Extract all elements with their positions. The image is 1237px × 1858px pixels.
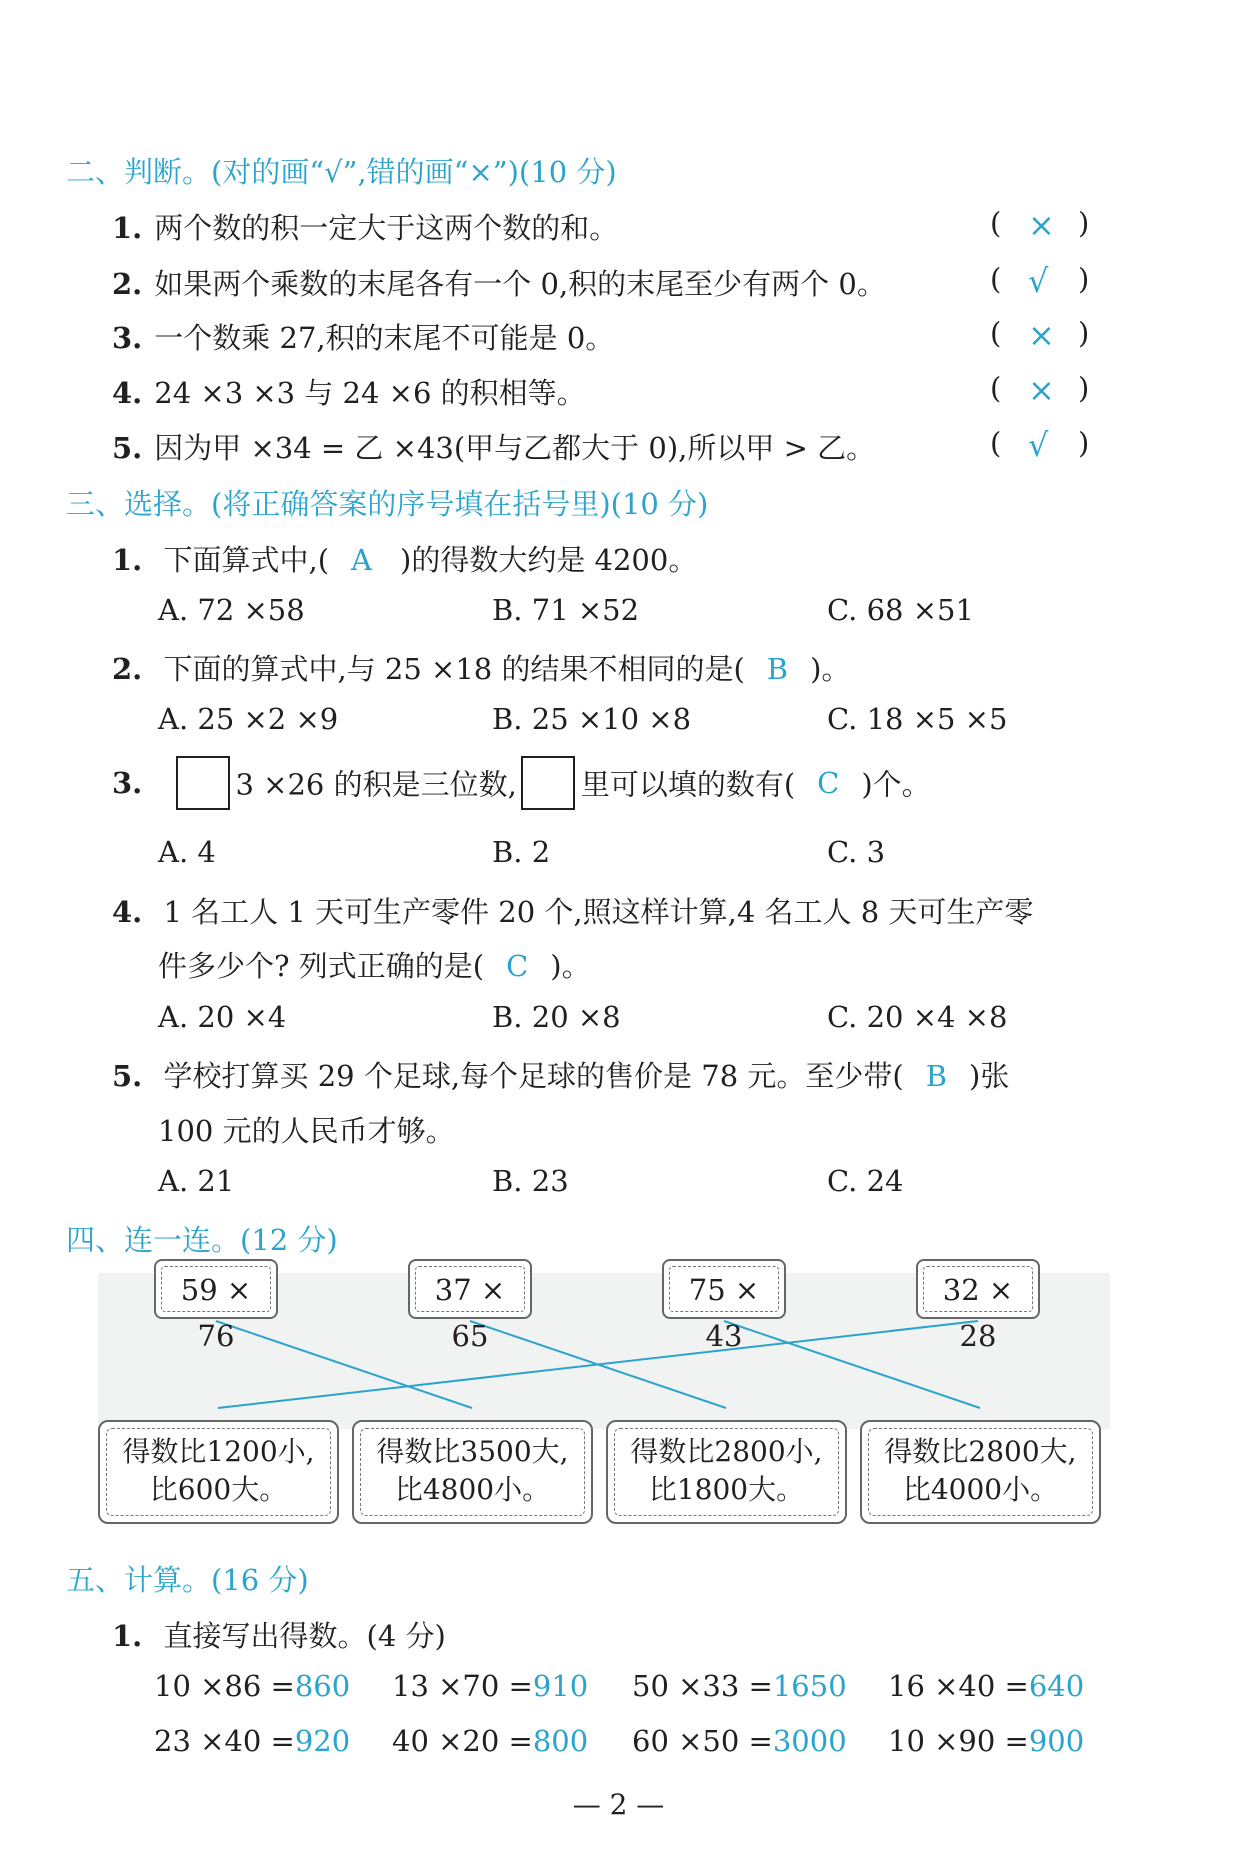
s3-q3-answer: C bbox=[817, 766, 840, 800]
range-line-2: 比4000小。 bbox=[902, 1473, 1059, 1506]
judgement-answer: × bbox=[1028, 316, 1055, 354]
s3-q5-pre: 学校打算买 29 个足球,每个足球的售价是 78 元。至少带( bbox=[163, 1059, 904, 1093]
s3-q2-opt-b: B. 25 ×10 ×8 bbox=[492, 702, 692, 736]
expression-text: 32 × 28 bbox=[923, 1266, 1033, 1312]
s3-q5-num: 5. bbox=[112, 1059, 143, 1093]
calc-answer: 860 bbox=[294, 1669, 351, 1703]
open-paren: ( bbox=[990, 316, 1002, 350]
judgement-answer: √ bbox=[1028, 426, 1049, 464]
judgement-num: 2. bbox=[112, 267, 143, 301]
s3-q5-opt-b: B. 23 bbox=[492, 1164, 569, 1198]
range-line-1: 得数比1200小, bbox=[122, 1435, 315, 1468]
s3-q5-opt-c: C. 24 bbox=[827, 1164, 904, 1198]
judgement-num: 4. bbox=[112, 376, 143, 410]
s3-q1-num: 1. bbox=[112, 543, 143, 577]
expression-text: 59 × 76 bbox=[161, 1266, 271, 1312]
close-paren: ) bbox=[1078, 371, 1090, 405]
s5-sub1-num: 1. bbox=[112, 1619, 143, 1653]
calc-expr: 10 ×86 = bbox=[154, 1669, 295, 1703]
calc-answer: 900 bbox=[1028, 1724, 1085, 1758]
range-line-1: 得数比3500大, bbox=[376, 1435, 569, 1468]
section4-title: 四、连一连。(12 分) bbox=[66, 1223, 338, 1257]
s3-q5-answer: B bbox=[925, 1059, 948, 1093]
expression-box[interactable] bbox=[154, 1259, 278, 1353]
s3-q4-pre: 件多少个? 列式正确的是( bbox=[158, 949, 485, 983]
calc-item bbox=[632, 1724, 847, 1758]
open-paren: ( bbox=[990, 262, 1002, 296]
s3-q1-opt-c: C. 68 ×51 bbox=[827, 593, 974, 627]
calc-expr: 40 ×20 = bbox=[392, 1724, 533, 1758]
calc-item bbox=[154, 1724, 350, 1758]
range-line-1: 得数比2800大, bbox=[884, 1435, 1077, 1468]
judgement-text: 因为甲 ×34 = 乙 ×43(甲与乙都大于 0),所以甲 > 乙。 bbox=[154, 431, 876, 465]
judgement-num: 1. bbox=[112, 211, 143, 245]
s3-q5-opt-a: A. 21 bbox=[158, 1164, 235, 1198]
range-text bbox=[106, 1428, 331, 1516]
s3-q5-post: )张 bbox=[969, 1059, 1010, 1093]
judgement-answer: × bbox=[1028, 371, 1055, 409]
s3-q2-opt-a: A. 25 ×2 ×9 bbox=[158, 702, 339, 736]
range-box[interactable] bbox=[860, 1420, 1101, 1524]
calc-item bbox=[392, 1669, 588, 1703]
s5-sub1-text: 直接写出得数。(4 分) bbox=[163, 1619, 446, 1653]
s3-q3-pre: 里可以填的数有( bbox=[580, 767, 796, 802]
s3-q4-opt-b: B. 20 ×8 bbox=[492, 1000, 621, 1034]
expression-box[interactable] bbox=[408, 1259, 532, 1353]
close-paren: ) bbox=[1078, 262, 1090, 296]
range-line-2: 比600大。 bbox=[149, 1473, 288, 1506]
calc-expr: 50 ×33 = bbox=[632, 1669, 773, 1703]
s3-q2-post: )。 bbox=[810, 652, 851, 686]
range-text bbox=[360, 1428, 585, 1516]
s3-q3-opt-b: B. 2 bbox=[492, 835, 551, 869]
calc-expr: 13 ×70 = bbox=[392, 1669, 533, 1703]
close-paren: ) bbox=[1078, 426, 1090, 460]
s3-q4-opt-a: A. 20 ×4 bbox=[158, 1000, 287, 1034]
matching-line bbox=[724, 1321, 980, 1408]
s3-q4-post: )。 bbox=[550, 949, 591, 983]
range-box[interactable] bbox=[606, 1420, 847, 1524]
calc-item bbox=[392, 1724, 588, 1758]
calc-answer: 3000 bbox=[772, 1724, 847, 1758]
calc-item bbox=[888, 1669, 1084, 1703]
calc-answer: 910 bbox=[532, 1669, 589, 1703]
s3-q1-answer: A bbox=[351, 543, 372, 577]
calc-answer: 920 bbox=[294, 1724, 351, 1758]
judgement-num: 3. bbox=[112, 321, 143, 355]
expression-text: 37 × 65 bbox=[415, 1266, 525, 1312]
s3-q4-num: 4. bbox=[112, 895, 143, 929]
range-line-2: 比1800大。 bbox=[648, 1473, 805, 1506]
section3-title: 三、选择。(将正确答案的序号填在括号里)(10 分) bbox=[66, 487, 709, 521]
judgement-answer: × bbox=[1028, 206, 1055, 244]
range-line-1: 得数比2800小, bbox=[630, 1435, 823, 1468]
matching-line bbox=[216, 1321, 472, 1408]
calc-expr: 23 ×40 = bbox=[154, 1724, 295, 1758]
calc-answer: 640 bbox=[1028, 1669, 1085, 1703]
expression-box[interactable] bbox=[662, 1259, 786, 1353]
s3-q4-text: 1 名工人 1 天可生产零件 20 个,照这样计算,4 名工人 8 天可生产零 bbox=[163, 895, 1034, 929]
s3-q2-answer: B bbox=[766, 652, 789, 686]
section5-title: 五、计算。(16 分) bbox=[66, 1563, 309, 1597]
calc-expr: 16 ×40 = bbox=[888, 1669, 1029, 1703]
range-text bbox=[614, 1428, 839, 1516]
s5-sub1 bbox=[112, 1614, 446, 1655]
calc-expr: 60 ×50 = bbox=[632, 1724, 773, 1758]
s3-q1-opt-b: B. 71 ×52 bbox=[492, 593, 640, 627]
matching-line bbox=[218, 1321, 978, 1408]
s3-q3-opt-c: C. 3 bbox=[827, 835, 886, 869]
open-paren: ( bbox=[990, 371, 1002, 405]
expression-box[interactable] bbox=[916, 1259, 1040, 1353]
s3-q2-opt-c: C. 18 ×5 ×5 bbox=[827, 702, 1008, 736]
close-paren: ) bbox=[1078, 316, 1090, 350]
open-paren: ( bbox=[990, 206, 1002, 240]
section2-title: 二、判断。(对的画“√”,错的画“×”)(10 分) bbox=[66, 155, 617, 189]
s3-q1-opt-a: A. 72 ×58 bbox=[158, 593, 305, 627]
judgement-num: 5. bbox=[112, 431, 143, 465]
judgement-text: 如果两个乘数的末尾各有一个 0,积的末尾至少有两个 0。 bbox=[154, 267, 886, 301]
s3-q3-mid: 3 ×26 的积是三位数, bbox=[235, 767, 517, 802]
s3-q4-answer: C bbox=[506, 949, 529, 983]
s3-q2-pre: 下面的算式中,与 25 ×18 的结果不相同的是( bbox=[163, 652, 745, 686]
range-box[interactable] bbox=[352, 1420, 593, 1524]
calc-expr: 10 ×90 = bbox=[888, 1724, 1029, 1758]
range-box[interactable] bbox=[98, 1420, 339, 1524]
judgement-text: 一个数乘 27,积的末尾不可能是 0。 bbox=[154, 321, 615, 355]
s3-q3-post: )个。 bbox=[861, 767, 931, 802]
page-number: — 2 — bbox=[572, 1788, 665, 1821]
close-paren: ) bbox=[1078, 206, 1090, 240]
s3-q5-line2: 100 元的人民币才够。 bbox=[158, 1114, 455, 1148]
calc-item bbox=[888, 1724, 1084, 1758]
calc-item bbox=[632, 1669, 847, 1703]
s3-q1-post: )的得数大约是 4200。 bbox=[400, 543, 698, 577]
s3-q1-pre: 下面算式中,( bbox=[163, 543, 330, 577]
s3-q3-num: 3. bbox=[112, 766, 143, 800]
judgement-text: 24 ×3 ×3 与 24 ×6 的积相等。 bbox=[154, 376, 586, 410]
judgement-text: 两个数的积一定大于这两个数的和。 bbox=[154, 211, 619, 245]
open-paren: ( bbox=[990, 426, 1002, 460]
expression-text: 75 × 43 bbox=[669, 1266, 779, 1312]
calc-answer: 800 bbox=[532, 1724, 589, 1758]
calc-answer: 1650 bbox=[772, 1669, 847, 1703]
calc-item bbox=[154, 1669, 350, 1703]
range-text bbox=[868, 1428, 1093, 1516]
judgement-answer: √ bbox=[1028, 262, 1049, 300]
s3-q3-opt-a: A. 4 bbox=[158, 835, 216, 869]
s3-q4-opt-c: C. 20 ×4 ×8 bbox=[827, 1000, 1008, 1034]
range-line-2: 比4800小。 bbox=[394, 1473, 551, 1506]
s3-q2-num: 2. bbox=[112, 652, 143, 686]
